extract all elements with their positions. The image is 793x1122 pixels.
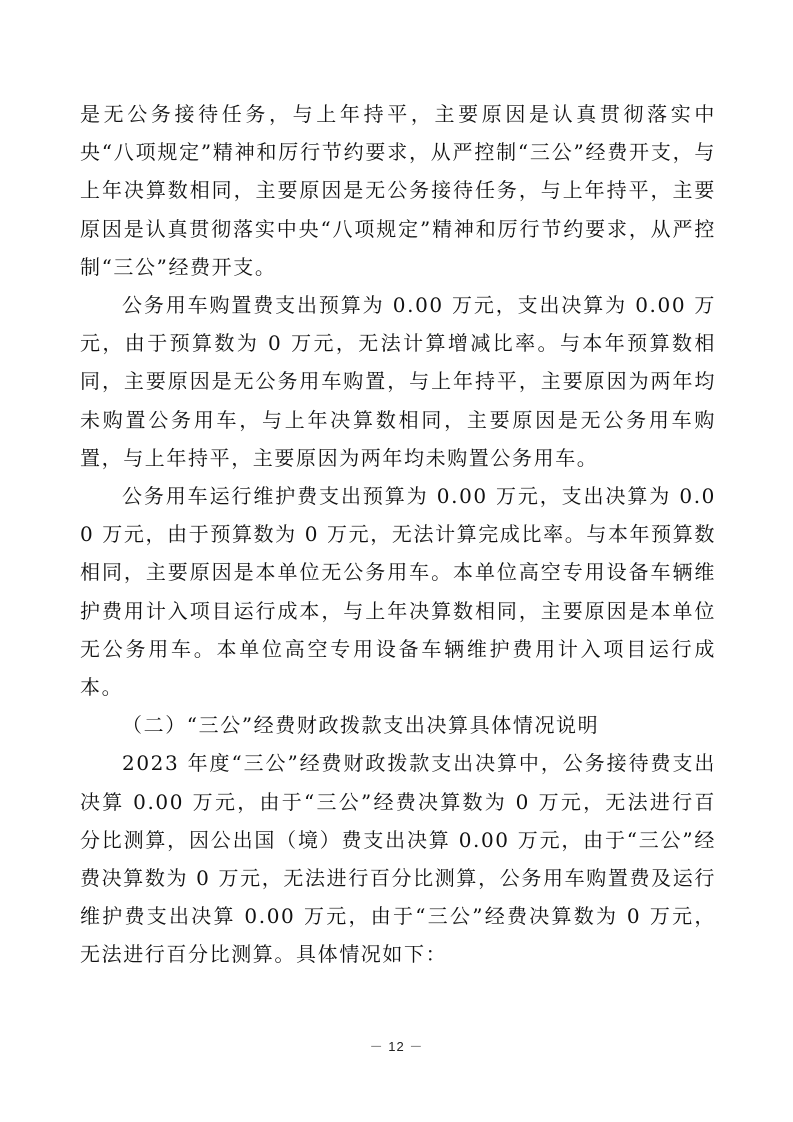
section-heading-fiscal-expenditure: （二）“三公”经费财政拨款支出决算具体情况说明 [122,713,600,738]
paragraph-vehicle-maintenance: 公务用车运行维护费支出预算为 0.00 万元，支出决算为 0.00 万元，由于预算数为 0 万元，无法计算完成比率。与本年预算数相同，主要原因是本单位无公务用车。本单位高空专用设备车辆维护费用计入项目运行成本，与上年决算数相同，主要原因是本单位无公务用车。本单位高空专用设备车辆维护费用计入项目运行成本。 [80,484,716,700]
document-body [80,95,716,974]
paragraph-hospitality-continued: 是无公务接待任务，与上年持平，主要原因是认真贯彻落实中央“八项规定”精神和厉行节约要求，从严控制“三公”经费开支，与上年决算数相同，主要原因是无公务接待任务，与上年持平，主要原因是认真贯彻落实中央“八项规定”精神和厉行节约要求，从严控制“三公”经费开支。 [80,102,716,279]
paragraph-vehicle-purchase: 公务用车购置费支出预算为 0.00 万元，支出决算为 0.00 万元，由于预算数为 0 万元，无法计算增减比率。与本年预算数相同，主要原因是无公务用车购置，与上年持平，主要原因为两年均未购置公务用车，与上年决算数相同，主要原因是无公务用车购置，与上年持平，主要原因为两年均未购置公务用车。 [80,293,716,470]
paragraph-2023-summary: 2023 年度“三公”经费财政拨款支出决算中，公务接待费支出决算 0.00 万元，由于“三公”经费决算数为 0 万元，无法进行百分比测算，因公出国（境）费支出决算 0.00 万元，由于“三公”经费决算数为 0 万元，无法进行百分比测算，公务用车购置费及运行维护费支出决算 0.00 万元，由于“三公”经费决算数为 0 万元，无法进行百分比测算。具体情况如下： [80,751,716,967]
page-number: － 12 － [369,1039,424,1054]
